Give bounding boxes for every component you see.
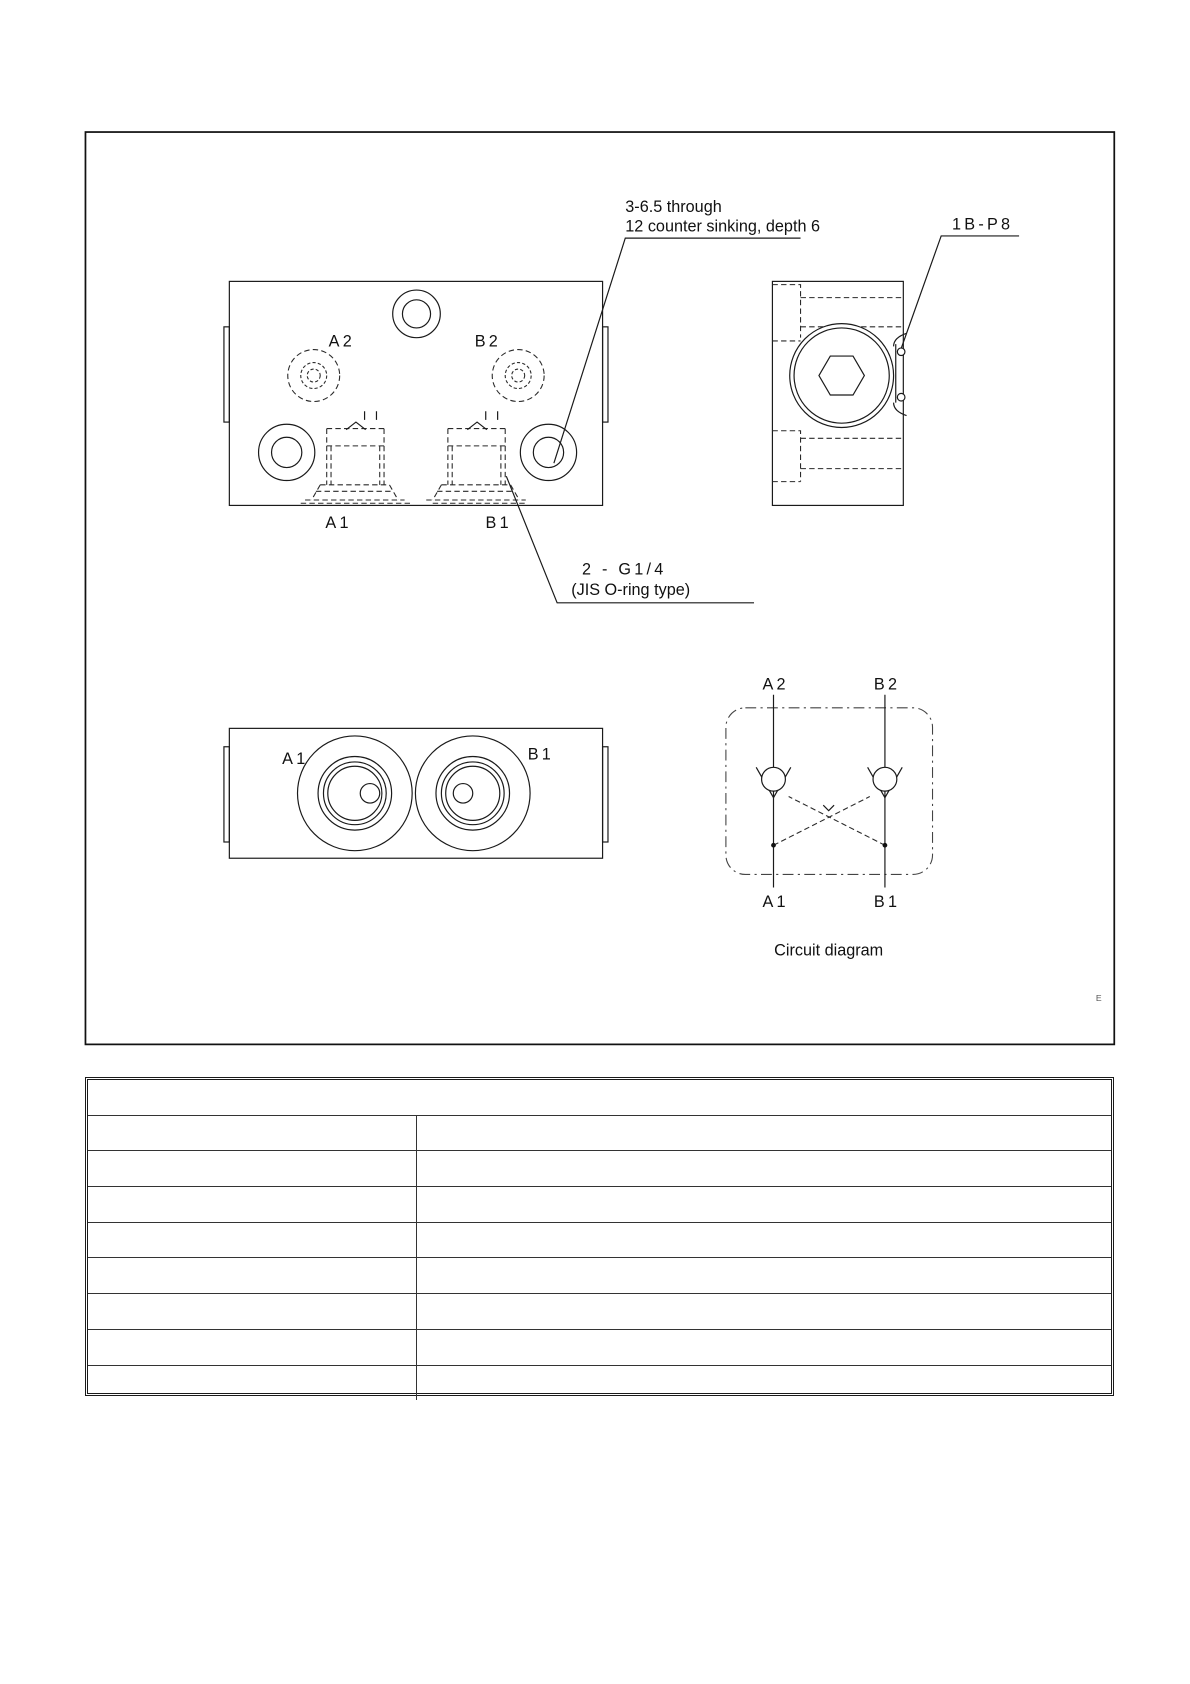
pilot-crossing-mark: [823, 805, 834, 810]
counterbore-outline: [259, 424, 315, 480]
table-cell-value: [416, 1294, 1111, 1330]
hidden-port-a1: [305, 429, 405, 500]
counterbore-outline: [393, 290, 441, 338]
table-cell-label: [88, 1294, 416, 1330]
through-hole-outline: [402, 300, 430, 328]
spec-table-grid: [88, 1080, 1111, 1400]
through-hole-outline: [272, 437, 302, 467]
valve-ball: [762, 767, 786, 791]
callout-plug-leader: [901, 236, 1019, 349]
callout-plug: [901, 215, 1019, 348]
spot-face-outline: [298, 736, 413, 851]
table-cell-value: [416, 1222, 1111, 1258]
table-header-cell: [88, 1080, 1111, 1115]
table-cell-value: [416, 1115, 1111, 1151]
top-view-left-tab: [224, 327, 229, 422]
top-view: [224, 198, 820, 603]
callout-ports-line1: 2 - G1/4: [582, 560, 667, 579]
callout-holes-line1: 3-6.5 through: [625, 198, 722, 217]
valve-ball: [873, 767, 897, 791]
plug-detail-circle-lower: [897, 393, 905, 401]
side-view-hidden-lower-bore: [772, 431, 903, 482]
table-row: [88, 1151, 1111, 1187]
plug-detail-circle-upper: [897, 348, 905, 356]
hidden-circle-mid: [301, 363, 327, 389]
circuit-label-b2: B2: [873, 675, 901, 694]
counterbore-outline: [520, 424, 576, 480]
table-row: [88, 1222, 1111, 1258]
table-row: [88, 1365, 1111, 1400]
circuit-label-b1: B1: [873, 892, 901, 911]
circuit-diagram: [726, 675, 933, 959]
table-cell-value: [416, 1365, 1111, 1400]
hidden-port-a2: [288, 350, 340, 402]
hidden-circle-outer: [288, 350, 340, 402]
passage-hole: [453, 784, 472, 803]
callout-mounting-holes: [554, 198, 820, 463]
port-label-a1: A1: [282, 750, 309, 769]
table-cell-label: [88, 1115, 416, 1151]
table-row: [88, 1115, 1111, 1151]
top-view-right-tab: [603, 327, 608, 422]
plug-detail-lines: [894, 333, 907, 415]
port-a1-face: [298, 736, 413, 851]
passage-hole: [360, 784, 379, 803]
mounting-hole-right: [520, 424, 576, 480]
hidden-circle-outer: [492, 350, 544, 402]
callout-ports-line2: (JIS O-ring type): [571, 581, 691, 600]
mounting-hole-left: [259, 424, 315, 480]
spec-table: [85, 1077, 1114, 1396]
table-row: [88, 1258, 1111, 1294]
o-ring-groove-outer: [318, 757, 392, 831]
bottom-view-left-tab: [224, 747, 229, 842]
side-view: [772, 215, 1019, 505]
hidden-port-a1-drill-tip: [346, 411, 376, 429]
table-cell-label: [88, 1365, 416, 1400]
bottom-view: [224, 728, 608, 858]
table-cell-label: [88, 1258, 416, 1294]
port-label-a1: A1: [325, 514, 352, 533]
callout-holes-line2: 12 counter sinking, depth 6: [625, 217, 821, 236]
port-label-a2: A2: [328, 332, 356, 351]
circuit-title: Circuit diagram: [774, 941, 884, 960]
callout-plug-label: 1B-P8: [952, 215, 1014, 234]
circuit-label-a1: A1: [762, 892, 789, 911]
table-row: [88, 1187, 1111, 1223]
table-row: [88, 1294, 1111, 1330]
mounting-hole-top: [393, 290, 441, 338]
hidden-circle-inner: [307, 369, 320, 382]
bottom-view-right-tab: [603, 747, 608, 842]
port-label-b1: B1: [485, 514, 512, 533]
table-cell-label: [88, 1187, 416, 1223]
top-view-body: [229, 281, 602, 505]
junction-dot-b1: [883, 843, 888, 848]
table-cell-label: [88, 1329, 416, 1365]
o-ring-groove-inner: [323, 762, 386, 825]
port-label-b2: B2: [474, 332, 502, 351]
hidden-port-b1: [426, 429, 526, 500]
table-row: [88, 1329, 1111, 1365]
callout-ports: [506, 476, 754, 603]
circuit-boundary: [726, 708, 933, 875]
table-cell-label: [88, 1222, 416, 1258]
table-cell-value: [416, 1258, 1111, 1294]
callout-holes-leader: [554, 238, 801, 463]
pilot-line-b1-to-a: [789, 797, 885, 846]
port-bore: [328, 766, 382, 820]
table-header-row: [88, 1080, 1111, 1115]
table-cell-label: [88, 1151, 416, 1187]
port-label-b1: B1: [527, 745, 555, 764]
plug-boss-outer: [790, 324, 894, 428]
hidden-port-b2: [492, 350, 544, 402]
plug-detail: [894, 333, 907, 415]
circuit-label-a2: A2: [762, 675, 789, 694]
port-b1-face: [415, 736, 530, 851]
junction-dot-a1: [771, 843, 776, 848]
hidden-circle-inner: [512, 369, 525, 382]
hidden-port-b1-drill-tip: [467, 411, 497, 429]
table-cell-value: [416, 1329, 1111, 1365]
page-mark: E: [1095, 993, 1102, 1004]
through-hole-outline: [533, 437, 563, 467]
table-cell-value: [416, 1151, 1111, 1187]
hidden-circle-mid: [505, 363, 531, 389]
pilot-line-a1-to-b: [774, 797, 870, 846]
table-cell-value: [416, 1187, 1111, 1223]
